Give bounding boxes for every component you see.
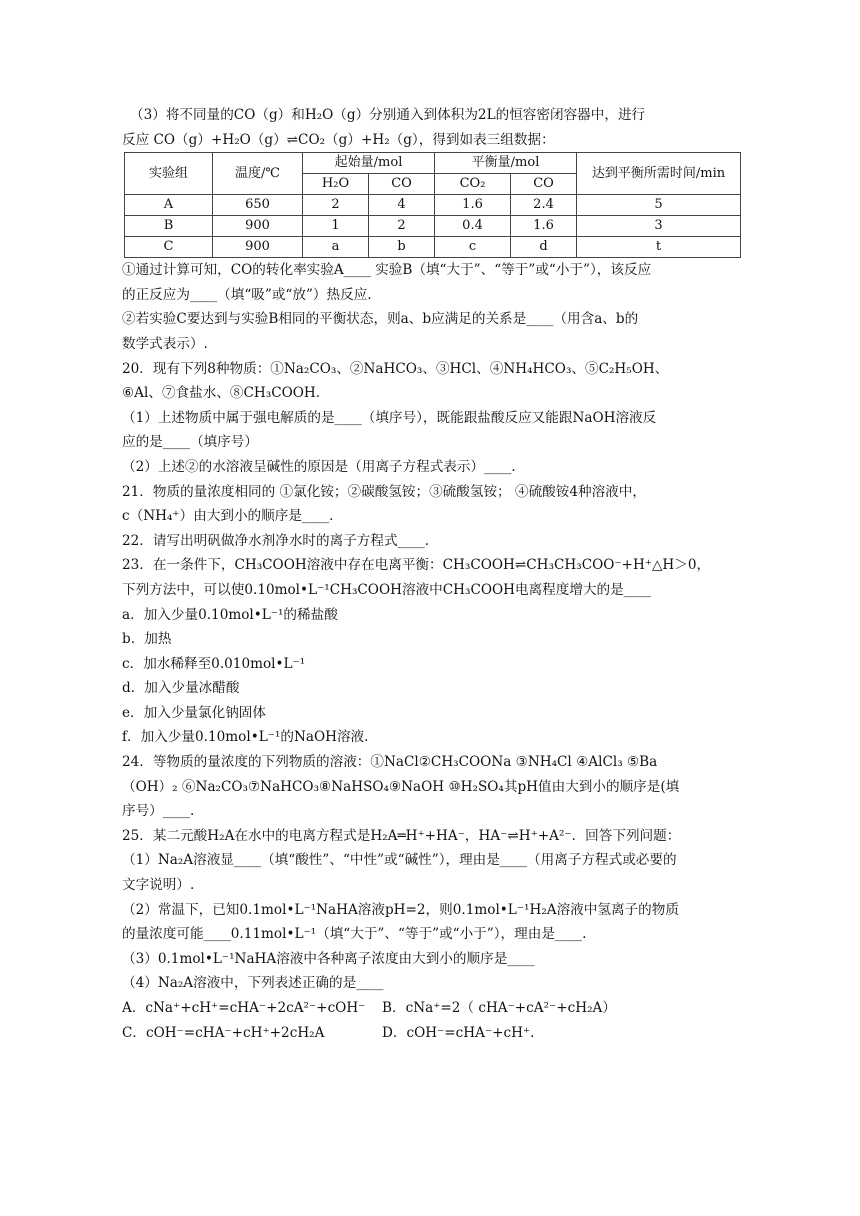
subheader-h2o: H₂O <box>303 174 369 195</box>
table-cell: a <box>303 237 369 258</box>
answer-option-b: B．cNa⁺=2（ cHA⁻+cA²⁻+cH₂A） <box>382 1000 616 1016</box>
text-line: 下列方法中，可以使0.10mol•L⁻¹CH₃COOH溶液中CH₃COOH电离程度增大的是____ <box>122 581 651 598</box>
question-20: 20．现有下列8种物质：①Na₂CO₃、②NaHCO₃、③HCl、④NH₄HCO₃、⑤C₂H₅OH、 <box>122 360 669 377</box>
table-cell: 1.6 <box>511 216 577 237</box>
text-line: c（NH₄⁺）由大到小的顺序是____. <box>122 508 334 525</box>
subheader-co-eq: CO <box>511 174 577 195</box>
table-cell: 0.4 <box>435 216 511 237</box>
question-24: 24．等物质的量浓度的下列物质的溶液：①NaCl②CH₃COONa ③NH₄Cl ④AlCl₃ ⑤Ba <box>122 754 658 771</box>
experiment-table <box>124 152 741 258</box>
table-cell: c <box>435 237 511 258</box>
text-line: （2）上述②的水溶液呈碱性的原因是（用离子方程式表示）____. <box>122 458 516 475</box>
answer-options-row-1 <box>122 996 742 1021</box>
option-c: c．加水稀释至0.010mol•L⁻¹ <box>122 655 306 672</box>
table-cell: A <box>125 195 213 216</box>
option-a: a．加入少量0.10mol•L⁻¹的稀盐酸 <box>122 606 338 623</box>
answer-option-d: D．cOH⁻=cHA⁻+cH⁺. <box>382 1024 535 1041</box>
subheader-co2: CO₂ <box>435 174 511 195</box>
text-line: 应的是____（填序号） <box>122 434 258 451</box>
table-cell: C <box>125 237 213 258</box>
text-line: 的正反应为____（填“吸”或“放”）热反应. <box>122 286 372 303</box>
table-cell: 2 <box>303 195 369 216</box>
text-line: （OH）₂ ⑥Na₂CO₃⑦NaHCO₃⑧NaHSO₄⑨NaOH ⑩H₂SO₄其pH值由大到小的顺序是(填 <box>122 778 680 795</box>
text-line: （4）Na₂A溶液中，下列表述正确的是____ <box>122 975 384 992</box>
answer-options-row-2 <box>122 1021 742 1046</box>
text-line: 数学式表示）. <box>122 335 208 352</box>
header-equil: 平衡量/mol <box>435 153 577 174</box>
header-time: 达到平衡所需时间/min <box>577 153 741 195</box>
table-cell: 2.4 <box>511 195 577 216</box>
text-line: 的量浓度可能____0.11mol•L⁻¹（填“大于”、“等于”或“小于”），理由是____. <box>122 926 587 943</box>
table-cell: 1 <box>303 216 369 237</box>
table-cell: d <box>511 237 577 258</box>
answer-option-c: C．cOH⁻=cHA⁻+cH⁺+2cH₂A <box>122 1024 325 1041</box>
text-line: （1）上述物质中属于强电解质的是____（填序号），既能跟盐酸反应又能跟NaOH溶液反 <box>122 409 657 426</box>
table-row <box>125 216 741 237</box>
q3-intro-line-1: （3）将不同量的CO（g）和H₂O（g）分别通入到体积为2L的恒容密闭容器中，进行 <box>130 107 646 123</box>
header-temp: 温度/℃ <box>213 153 303 195</box>
table-cell: b <box>369 237 435 258</box>
table-cell: 1.6 <box>435 195 511 216</box>
question-22: 22．请写出明矾做净水剂净水时的离子方程式____. <box>122 532 430 549</box>
question-23: 23．在一条件下，CH₃COOH溶液中存在电离平衡：CH₃COOH⇌CH₃CH₃COO⁻+H⁺△H＞0， <box>122 557 711 574</box>
table-cell: 4 <box>369 195 435 216</box>
table-cell: 3 <box>577 216 741 237</box>
text-line: 文字说明）. <box>122 877 195 894</box>
text-line: ①通过计算可知，CO的转化率实验A____ 实验B（填“大于”、“等于”或“小于”），该反应 <box>122 262 652 279</box>
header-group: 实验组 <box>125 153 213 195</box>
header-initial: 起始量/mol <box>303 153 435 174</box>
document-content <box>122 103 742 1045</box>
text-line: ⑥Al、⑦食盐水、⑧CH₃COOH. <box>122 385 321 402</box>
question-21: 21．物质的量浓度相同的 ①氯化铵；②碳酸氢铵；③硫酸氢铵； ④硫酸铵4种溶液中， <box>122 483 646 500</box>
table-cell: t <box>577 237 741 258</box>
text-line: （2）常温下，已知0.1mol•L⁻¹NaHA溶液pH=2，则0.1mol•L⁻¹H₂A溶液中氢离子的物质 <box>122 901 679 918</box>
table-header-row <box>125 153 741 174</box>
table-cell: 900 <box>213 216 303 237</box>
table-cell: 650 <box>213 195 303 216</box>
subheader-co: CO <box>369 174 435 195</box>
option-d: d．加入少量冰醋酸 <box>122 680 240 697</box>
question-25: 25．某二元酸H₂A在水中的电离方程式是H₂A═H⁺+HA⁻，HA⁻⇌H⁺+A²⁻．回答下列问题： <box>122 827 681 844</box>
text-line: （3）0.1mol•L⁻¹NaHA溶液中各种离子浓度由大到小的顺序是____ <box>122 950 535 967</box>
option-f: f．加入少量0.10mol•L⁻¹的NaOH溶液. <box>122 729 369 746</box>
table-cell: 900 <box>213 237 303 258</box>
table-cell: 5 <box>577 195 741 216</box>
option-b: b．加热 <box>122 631 172 648</box>
option-e: e．加入少量氯化钠固体 <box>122 704 266 721</box>
text-line: （1）Na₂A溶液显____（填“酸性”、“中性”或“碱性”），理由是____（用离子方程式或必要的 <box>122 852 677 869</box>
q3-intro-line-2: 反应 CO（g）+H₂O（g）⇌CO₂（g）+H₂（g），得到如表三组数据： <box>122 131 555 148</box>
text-line: ②若实验C要达到与实验B相同的平衡状态，则a、b应满足的关系是____（用含a、b的 <box>122 311 639 328</box>
table-cell: B <box>125 216 213 237</box>
answer-option-a: A．cNa⁺+cH⁺=cHA⁻+2cA²⁻+cOH⁻ <box>122 1000 366 1016</box>
text-line: 序号）____. <box>122 803 195 820</box>
table-row <box>125 237 741 258</box>
table-cell: 2 <box>369 216 435 237</box>
table-row <box>125 195 741 216</box>
